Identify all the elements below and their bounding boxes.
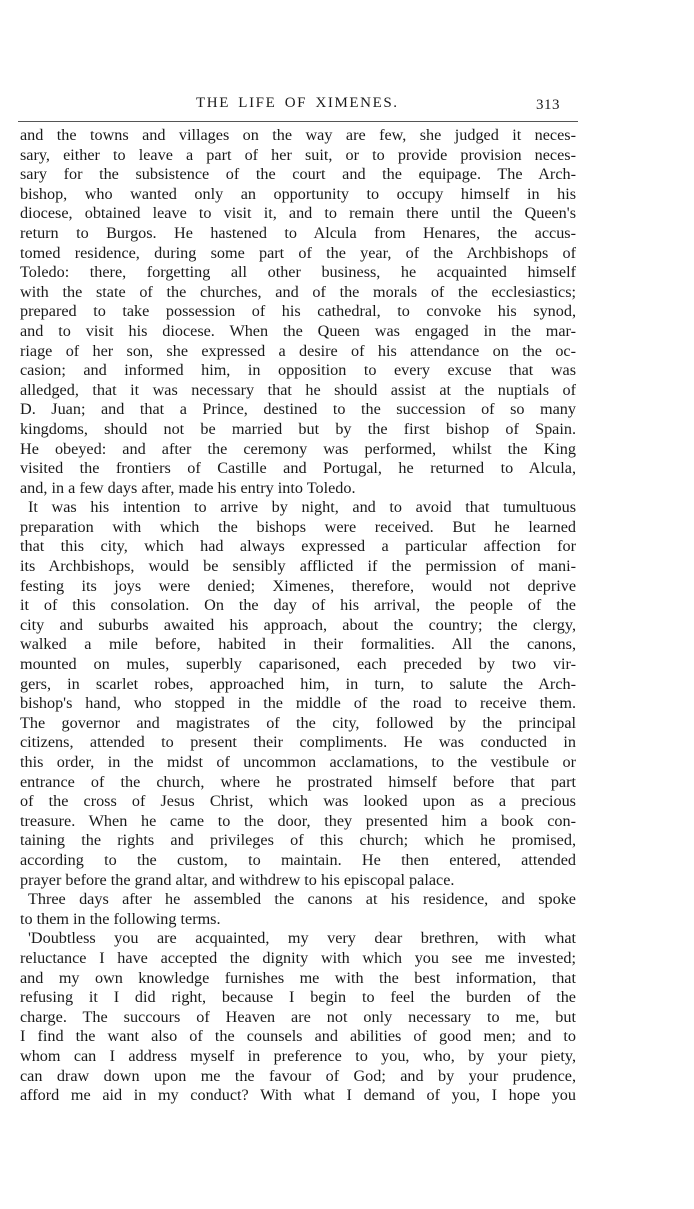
text-line: that this city, which had always expressed a particular affection for [20, 537, 576, 556]
text-line: He obeyed: and after the ceremony was performed, whilst the King [20, 439, 576, 458]
text-line: its Archbishops, would be sensibly afflicted if the permission of mani- [20, 557, 576, 576]
text-line: tomed residence, during some part of the year, of the Archbishops of [20, 243, 576, 262]
text-line: bishop's hand, who stopped in the middle of the road to receive them. [20, 694, 576, 713]
text-line: city and suburbs awaited his approach, about the country; the clergy, [20, 615, 576, 634]
text-line: kingdoms, should not be married but by the first bishop of Spain. [20, 419, 576, 438]
text-line: sary, either to leave a part of her suit, or to provide provision neces- [20, 145, 576, 164]
text-line: and my own knowledge furnishes me with the best information, that [20, 968, 576, 987]
text-line: and to visit his diocese. When the Queen was engaged in the mar- [20, 321, 576, 340]
text-line: I find the want also of the counsels and abilities of good men; and to [20, 1027, 576, 1046]
text-line: prepared to take possession of his cathedral, to convoke his synod, [20, 302, 576, 321]
text-line: It was his intention to arrive by night, and to avoid that tumultuous [28, 498, 576, 517]
text-line: gers, in scarlet robes, approached him, in turn, to salute the Arch- [20, 674, 576, 693]
text-line: treasure. When he came to the door, they presented him a book con- [20, 811, 576, 830]
text-line: charge. The succours of Heaven are not only necessary to me, but [20, 1007, 576, 1026]
text-line: sary for the subsistence of the court and the equipage. The Arch- [20, 165, 576, 184]
text-line: can draw down upon me the favour of God; and by your prudence, [20, 1066, 576, 1085]
text-line: afford me aid in my conduct? With what I demand of you, I hope you [20, 1086, 576, 1105]
body-text [20, 126, 576, 1106]
text-line: visited the frontiers of Castille and Portugal, he returned to Alcula, [20, 459, 576, 478]
text-line: return to Burgos. He hastened to Alcula from Henares, the accus- [20, 223, 576, 242]
page-number: 313 [536, 97, 560, 113]
text-line: diocese, obtained leave to visit it, and to remain there until the Queen's [20, 204, 576, 223]
text-line: Toledo: there, forgetting all other business, he acquainted himself [20, 263, 576, 282]
text-line: D. Juan; and that a Prince, destined to the succession of so many [20, 400, 576, 419]
text-line: it of this consolation. On the day of his arrival, the people of the [20, 596, 576, 615]
text-line: whom can I address myself in preference to you, who, by your piety, [20, 1046, 576, 1065]
text-line: and the towns and villages on the way are few, she judged it neces- [20, 126, 576, 144]
text-line: reluctance I have accepted the dignity with which you see me invested; [20, 948, 576, 967]
text-line: casion; and informed him, in opposition to every excuse that was [20, 361, 576, 380]
header-rule [18, 121, 578, 122]
text-line: 'Doubtless you are acquainted, my very dear brethren, with what [28, 929, 576, 948]
text-line: riage of her son, she expressed a desire of his attendance on the oc- [20, 341, 576, 360]
text-line: refusing it I did right, because I begin to feel the burden of the [20, 988, 576, 1007]
text-line: alledged, that it was necessary that he should assist at the nuptials of [20, 380, 576, 399]
text-line: to them in the following terms. [20, 909, 221, 928]
text-line: of the cross of Jesus Christ, which was looked upon as a precious [20, 792, 576, 811]
text-line: The governor and magistrates of the city, followed by the principal [20, 713, 576, 732]
text-line: taining the rights and privileges of this church; which he promised, [20, 831, 576, 850]
text-line: with the state of the churches, and of the morals of the ecclesiastics; [20, 282, 576, 301]
text-line: mounted on mules, superbly caparisoned, each preceded by two vir- [20, 655, 576, 674]
text-line: bishop, who wanted only an opportunity to occupy himself in his [20, 184, 576, 203]
text-line: entrance of the church, where he prostrated himself before that part [20, 772, 576, 791]
text-line: citizens, attended to present their compliments. He was conducted in [20, 733, 576, 752]
text-line: this order, in the midst of uncommon acclamations, to the vestibule or [20, 753, 576, 771]
text-line: walked a mile before, habited in their formalities. All the canons, [20, 635, 576, 654]
text-line: festing its joys were denied; Ximenes, therefore, would not deprive [20, 576, 576, 595]
text-line: Three days after he assembled the canons at his residence, and spoke [28, 890, 576, 909]
running-title: THE LIFE OF XIMENES. [196, 95, 399, 111]
text-line: and, in a few days after, made his entry into Toledo. [20, 478, 356, 497]
text-line: preparation with which the bishops were received. But he learned [20, 517, 576, 536]
text-line: prayer before the grand altar, and withdrew to his episcopal palace. [20, 870, 455, 889]
text-line: according to the custom, to maintain. He then entered, attended [20, 850, 576, 869]
